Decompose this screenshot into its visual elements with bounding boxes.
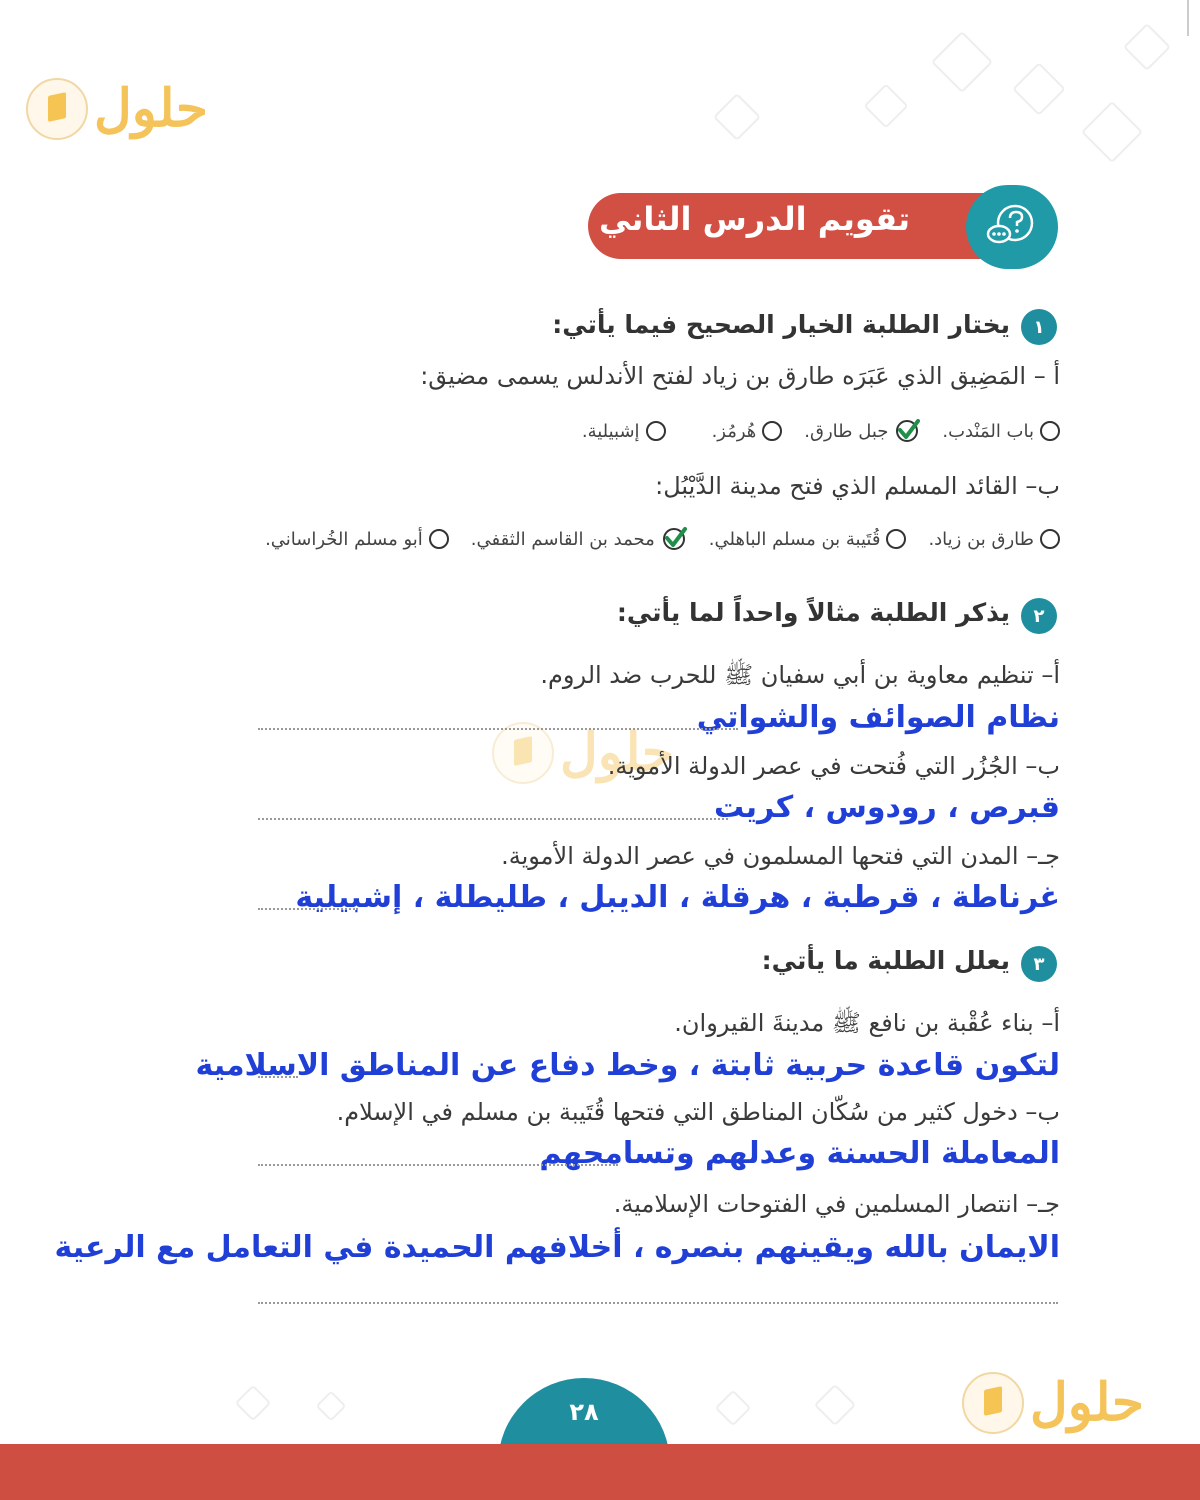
q3-c-text: جـ– انتصار المسلمين في الفتوحات الإسلامية. — [613, 1190, 1060, 1218]
check-mark-icon[interactable] — [661, 526, 687, 552]
q1-b-text: ب– القائد المسلم الذي فتح مدينة الدَّيْبُل: — [655, 472, 1060, 500]
answer-line — [258, 1164, 618, 1166]
option-label: جبل طارق. — [804, 420, 889, 442]
radio-empty-icon[interactable] — [762, 421, 782, 441]
question-number-2: ٢ — [1021, 598, 1057, 634]
decor-diamond — [863, 83, 908, 128]
page-edge-line — [1187, 0, 1189, 36]
decor-diamond — [931, 31, 993, 93]
answer-line — [258, 1302, 1058, 1304]
decor-diamond — [235, 1385, 272, 1422]
check-mark-icon[interactable] — [894, 418, 920, 444]
footer-bar — [0, 1444, 1200, 1500]
radio-empty-icon[interactable] — [646, 421, 666, 441]
radio-empty-icon[interactable] — [1040, 421, 1060, 441]
q1-b-options — [243, 526, 1060, 552]
q1-b-option-3[interactable] — [471, 526, 687, 552]
question-2-heading: يذكر الطلبة مثالاً واحداً لما يأتي: — [616, 598, 1010, 627]
decor-diamond — [715, 1390, 752, 1427]
q1-a-text: أ – المَضِيق الذي عَبَرَه طارق بن زياد لفتح الأندلس يسمى مضيق: — [420, 362, 1060, 390]
q1-a-options — [502, 418, 1060, 444]
decor-diamond — [713, 93, 761, 141]
q1-a-option-1[interactable] — [942, 421, 1060, 442]
site-logo — [26, 78, 208, 140]
logo-book-icon — [26, 78, 88, 140]
page-number: ٢٨ — [569, 1398, 599, 1426]
logo-text: حلول — [94, 78, 209, 139]
q1-b-option-1[interactable] — [928, 529, 1060, 550]
watermark-book-icon — [492, 722, 554, 784]
q1-b-option-2[interactable] — [709, 529, 907, 550]
option-label: طارق بن زياد. — [928, 528, 1034, 550]
decor-diamond — [315, 1390, 346, 1421]
answer-line — [258, 1076, 298, 1078]
radio-empty-icon[interactable] — [1040, 529, 1060, 549]
decor-diamond — [1012, 62, 1066, 116]
radio-empty-icon[interactable] — [429, 529, 449, 549]
q1-a-option-3[interactable] — [712, 421, 783, 442]
q1-a-option-4[interactable] — [582, 421, 666, 442]
q3-c-answer[interactable]: الايمان بالله ويقينهم بنصره ، أخلافهم الحميدة في التعامل مع الرعية — [54, 1230, 1060, 1265]
watermark-text: حلول — [560, 722, 675, 783]
q2-a-answer[interactable]: نظام الصوائف والشواتي — [696, 700, 1060, 735]
q3-a-text: أ– بناء عُقْبة بن نافع ﷺ مدينةَ القيروان. — [674, 1009, 1060, 1037]
q3-b-answer[interactable]: المعاملة الحسنة وعدلهم وتسامحهم — [539, 1136, 1060, 1171]
decor-diamond — [1081, 101, 1143, 163]
question-bubble-icon — [984, 201, 1038, 251]
answer-line — [258, 908, 358, 910]
q2-c-text: جـ– المدن التي فتحها المسلمون في عصر الدولة الأموية. — [501, 842, 1060, 870]
q2-c-answer[interactable]: غرناطة ، قرطبة ، هرقلة ، الديبل ، طليطلة ، إشبيلية — [295, 880, 1060, 915]
decor-diamond — [814, 1384, 856, 1426]
option-label: باب المَنْدب. — [942, 420, 1034, 442]
radio-empty-icon[interactable] — [886, 529, 906, 549]
option-label: هُرمُز. — [711, 420, 757, 442]
answer-line — [258, 818, 728, 820]
question-1-heading: يختار الطلبة الخيار الصحيح فيما يأتي: — [552, 310, 1010, 339]
question-number-1: ١ — [1021, 309, 1057, 345]
decor-diamond — [1123, 23, 1171, 71]
q2-a-text: أ– تنظيم معاوية بن أبي سفيان ﷺ للحرب ضد الروم. — [540, 661, 1060, 689]
question-3-heading: يعلل الطلبة ما يأتي: — [761, 946, 1010, 975]
q2-b-text: ب– الجُزُر التي فُتحت في عصر الدولة الأموية. — [607, 752, 1060, 780]
footer-logo-text: حلول — [1030, 1372, 1145, 1433]
q1-b-option-4[interactable] — [265, 529, 449, 550]
q3-b-text: ب– دخول كثير من سُكّان المناطق التي فتحها قُتَيبة بن مسلم في الإسلام. — [336, 1098, 1060, 1126]
q3-a-answer[interactable]: لتكون قاعدة حربية ثابتة ، وخط دفاع عن المناطق الاسلامية — [195, 1048, 1060, 1083]
q2-b-answer[interactable]: قبرص ، رودوس ، كريت — [714, 790, 1060, 825]
option-label: محمد بن القاسم الثقفي. — [470, 528, 655, 550]
option-label: إشبيلية. — [581, 420, 640, 442]
footer-logo-book-icon — [962, 1372, 1024, 1434]
q1-a-option-2[interactable] — [804, 418, 920, 444]
footer-logo — [962, 1372, 1144, 1434]
answer-line — [258, 728, 738, 730]
option-label: قُتَيبة بن مسلم الباهلي. — [708, 528, 881, 550]
option-label: أبو مسلم الخُراساني. — [265, 528, 423, 550]
section-title: تقويم الدرس الثاني — [599, 200, 910, 238]
question-number-3: ٣ — [1021, 946, 1057, 982]
